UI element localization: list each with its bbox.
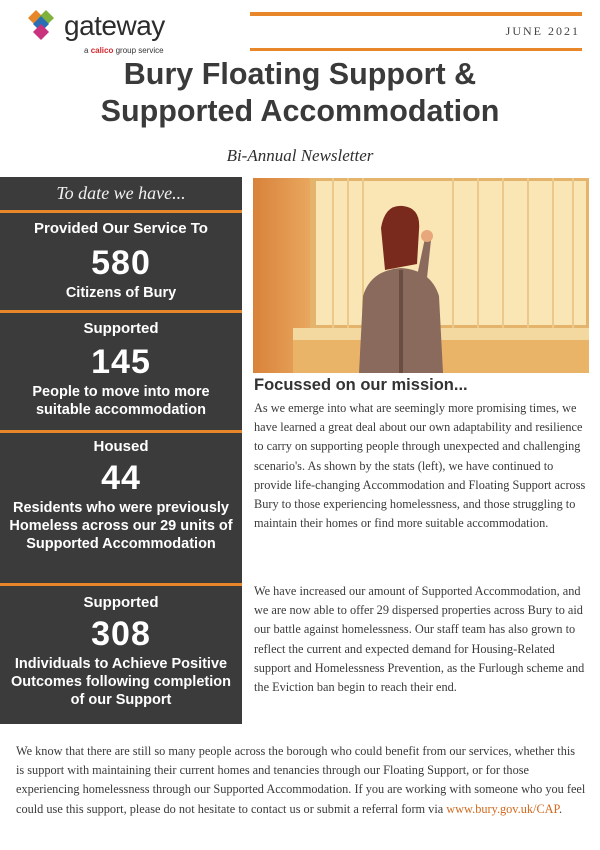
stats-divider <box>0 583 242 586</box>
stat-block-moved: Supported 145 People to move into more suitable accommodation <box>0 320 242 419</box>
resident-photo-illustration <box>253 178 589 373</box>
stat-number: 44 <box>101 459 141 497</box>
resident-photo <box>253 178 589 373</box>
logo-wordmark: gateway <box>64 10 165 41</box>
stats-heading: To date we have... <box>56 183 186 203</box>
stats-panel <box>0 177 242 724</box>
issue-date: JUNE 2021 <box>505 24 580 38</box>
article-heading: Focussed on our mission... <box>254 376 468 394</box>
stat-number: 308 <box>91 615 151 653</box>
referral-link[interactable]: www.bury.gov.uk/CAP <box>446 801 560 816</box>
header-rule-top <box>250 12 582 16</box>
stat-block-service: Provided Our Service To 580 Citizens of Bury <box>0 220 242 302</box>
stat-block-outcomes: Supported 308 Individuals to Achieve Positive Outcomes following completion of our Support <box>0 594 242 709</box>
page-title: Bury Floating Support & Supported Accommodation <box>100 57 500 128</box>
stat-number: 145 <box>91 343 151 381</box>
stats-divider <box>0 310 242 313</box>
logo-tagline: a calico group service <box>84 46 164 55</box>
stats-divider <box>0 430 242 433</box>
gateway-diamond-icon <box>24 10 60 40</box>
header-rule-bottom <box>250 48 582 51</box>
newsletter-subtitle: Bi-Annual Newsletter <box>226 146 374 165</box>
gateway-logo <box>24 8 194 58</box>
stat-block-housed: Housed 44 Residents who were previously Homeless across our 29 units of Supported Accommodation <box>0 438 242 553</box>
stats-divider <box>0 210 242 213</box>
article-paragraph: We have increased our amount of Supported Accommodation, and we are now able to offer 29 dispersed properties across Bury to aid our battle against homelessness. Our staff team has also grown to reflect the current and expected demand for Housing-Related support and Homelessness Prevention, as the Furlough scheme and the Eviction ban begin to reach their end. <box>254 584 585 695</box>
article-paragraph: As we emerge into what are seemingly more promising times, we have learned a great deal about our own adaptability and resilience to carry on supporting people through unexpected and challenging scenario's. As shown by the stats (left), we have continued to provide life-changing Accommodation and Floating Support across Bury to those experiencing homelessness, and those struggling to maintain their homes or find more suitable accommodation. <box>254 401 586 531</box>
referral-paragraph: We know that there are still so many people across the borough who could benefit from our services, whether this is support with maintaining their current homes and tenancies through our Floating Support, or for those experiencing homelessness through our Supported Accommodation. If you are working with someone who you feel could use this support, please do not hesitate to contact us or submit a referral form via www.bury.gov.uk/CAP. <box>16 744 586 816</box>
stat-number: 580 <box>91 244 151 282</box>
